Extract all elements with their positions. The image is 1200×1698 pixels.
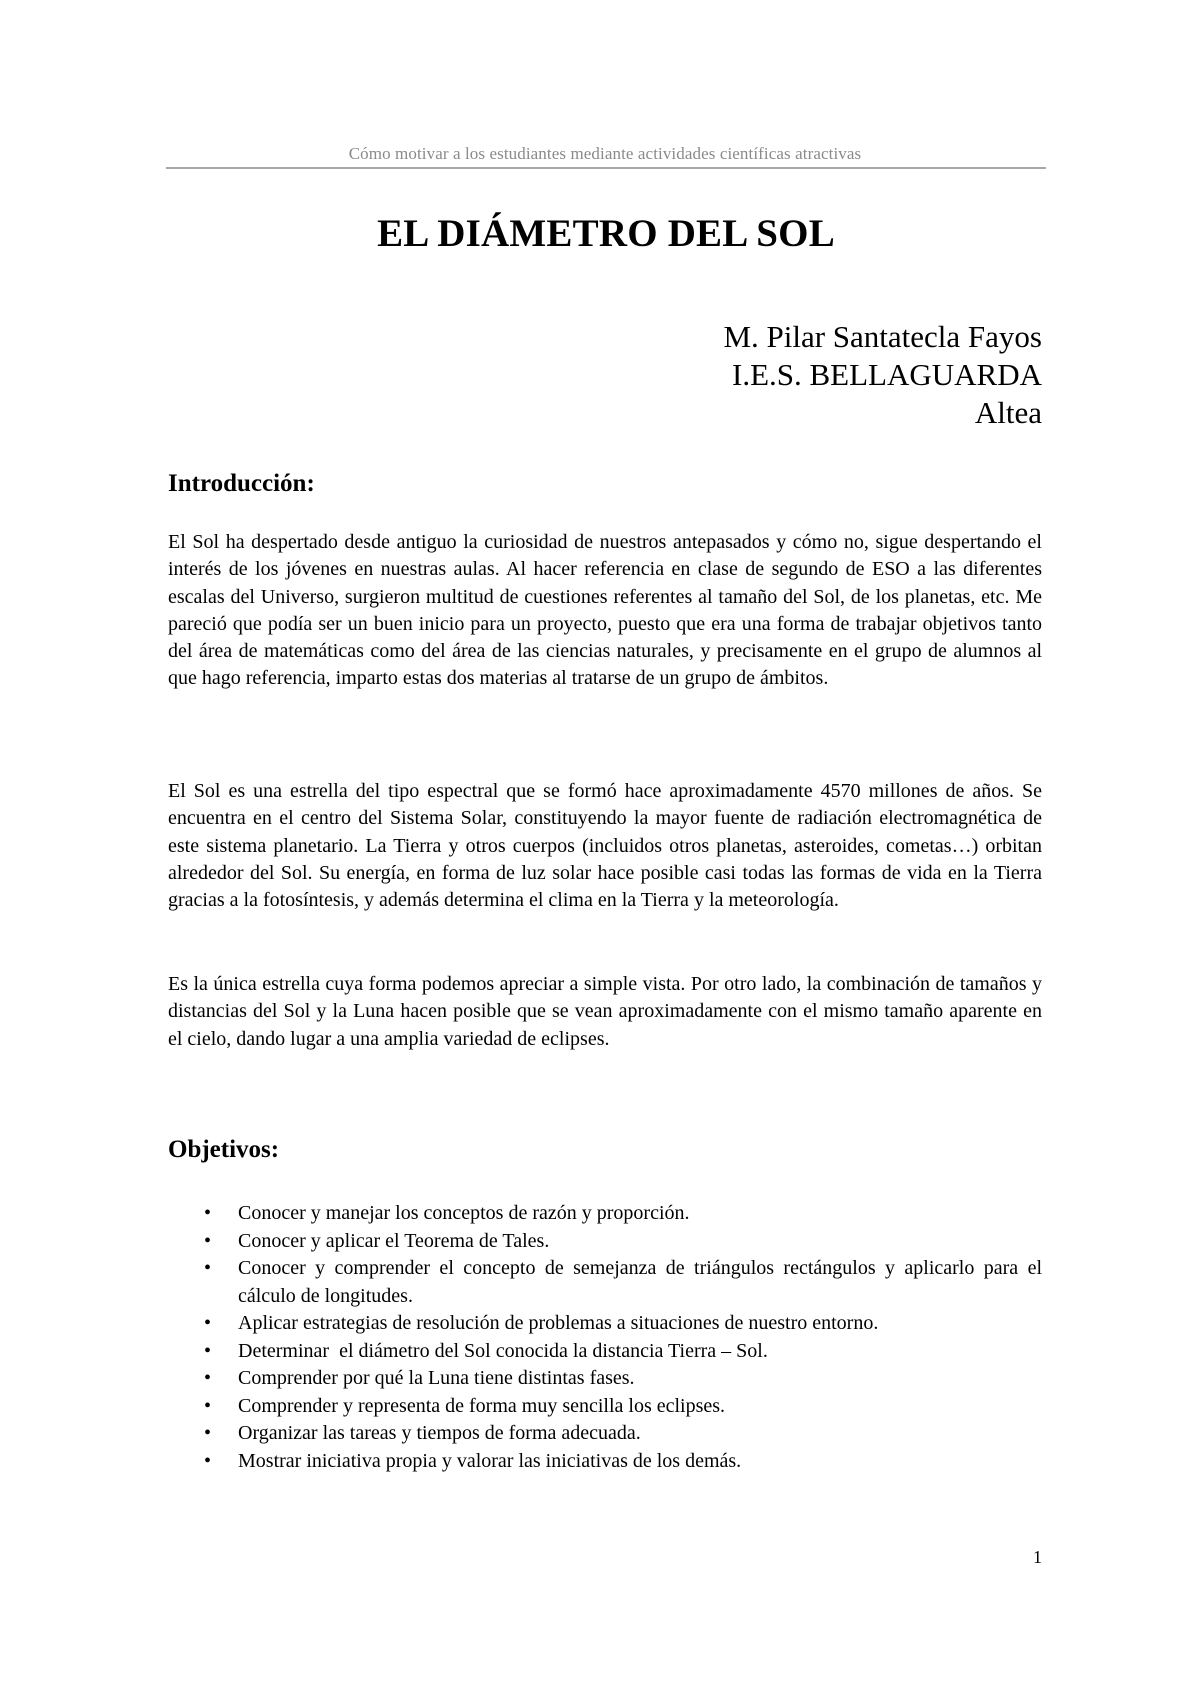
bullet-icon: • xyxy=(204,1449,212,1472)
list-item: • Comprender y representa de forma muy sencilla los eclipses. xyxy=(168,1393,1042,1421)
author-name: M. Pilar Santatecla Fayos xyxy=(723,319,1042,354)
author-block xyxy=(723,318,1042,432)
objectives-list xyxy=(168,1200,1042,1475)
bullet-icon: • xyxy=(204,1339,212,1362)
list-item: • Aplicar estrategias de resolución de problemas a situaciones de nuestro entorno. xyxy=(168,1310,1042,1338)
bullet-icon: • xyxy=(204,1257,212,1279)
author-city: Altea xyxy=(974,395,1042,430)
list-item: • Conocer y manejar los conceptos de razón y proporción. xyxy=(168,1200,1042,1228)
author-school: I.E.S. BELLAGUARDA xyxy=(732,357,1042,392)
list-item: • Conocer y comprender el concepto de semejanza de triángulos rectángulos y aplicarlo para el cálculo de longitudes. xyxy=(204,1257,1042,1307)
intro-paragraph: El Sol es una estrella del tipo espectral que se formó hace aproximadamente 4570 millones de años. Se encuentra en el centro del Sistema Solar, constituyendo la mayor fuente de radiación electromagnética de este sistema planetario. La Tierra y otros cuerpos (incluidos otros planetas, asteroides, cometas…) orbitan alrededor del Sol. Su energía, en forma de luz solar hace posible casi todas las formas de vida en la Tierra gracias a la fotosíntesis, y además determina el clima en la Tierra y la meteorología. xyxy=(168,780,1042,912)
page-number: 1 xyxy=(1033,1547,1042,1567)
running-header: Cómo motivar a los estudiantes mediante actividades científicas atractivas xyxy=(348,144,862,163)
document-title: EL DIÁMETRO DEL SOL xyxy=(377,212,835,255)
list-item: • Determinar el diámetro del Sol conocida la distancia Tierra – Sol. xyxy=(168,1338,1042,1366)
list-item: • Comprender por qué la Luna tiene distintas fases. xyxy=(168,1365,1042,1393)
bullet-icon: • xyxy=(204,1394,212,1417)
bullet-icon: • xyxy=(204,1202,212,1224)
bullet-icon: • xyxy=(204,1367,212,1389)
bullet-icon: • xyxy=(204,1312,212,1334)
list-item: • Organizar las tareas y tiempos de forma adecuada. xyxy=(168,1420,1042,1448)
list-item: • Mostrar iniciativa propia y valorar las iniciativas de los demás. xyxy=(168,1448,1042,1476)
objectives-heading: Objetivos: xyxy=(168,1136,280,1163)
intro-paragraph: El Sol ha despertado desde antiguo la curiosidad de nuestros antepasados y cómo no, sigue despertando el interés de los jóvenes en nuestras aulas. Al hacer referencia en clase de segundo de ESO a las diferentes escalas del Universo, surgieron multitud de cuestiones referentes al tamaño del Sol, de los planetas, etc. Me pareció que podía ser un buen inicio para un proyecto, puesto que era una forma de trabajar objetivos tanto del área de matemáticas como del área de las ciencias naturales, y precisamente en el grupo de alumnos al que hago referencia, imparto estas dos materias al tratarse de un grupo de ámbitos. xyxy=(168,531,1042,690)
introduction-heading: Introducción: xyxy=(168,470,315,497)
list-item: • Conocer y aplicar el Teorema de Tales. xyxy=(168,1228,1042,1256)
bullet-icon: • xyxy=(204,1422,212,1444)
header-rule xyxy=(166,167,1046,169)
intro-paragraph: Es la única estrella cuya forma podemos apreciar a simple vista. Por otro lado, la combinación de tamaños y distancias del Sol y la Luna hacen posible que se vean aproximadamente con el mismo tamaño aparente en el cielo, dando lugar a una amplia variedad de eclipses. xyxy=(168,973,1042,1050)
bullet-icon: • xyxy=(204,1229,212,1252)
